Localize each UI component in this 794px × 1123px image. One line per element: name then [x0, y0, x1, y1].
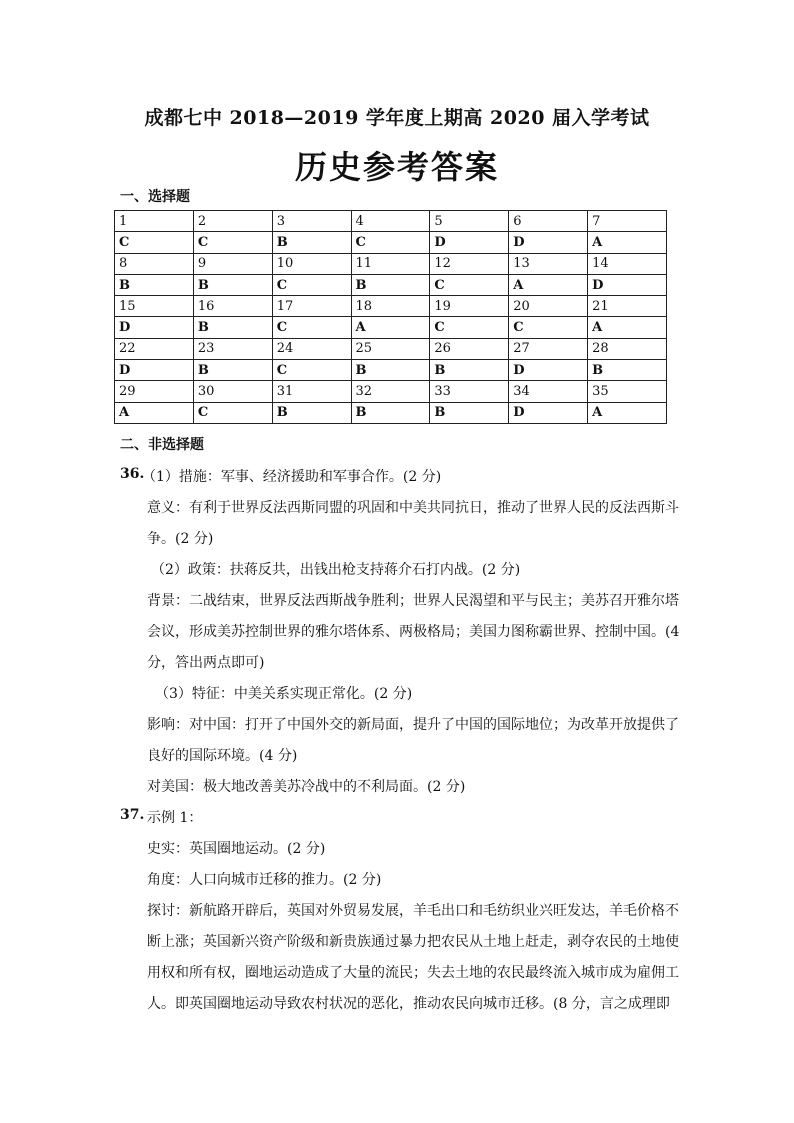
table-cell: 5: [430, 211, 509, 232]
table-cell: 30: [193, 381, 272, 402]
table-cell: D: [115, 360, 194, 381]
table-cell: C: [430, 317, 509, 338]
table-cell: 33: [430, 381, 509, 402]
answer-line: 探讨：新航路开辟后，英国对外贸易发展，羊毛出口和毛纺织业兴旺发达，羊毛价格不: [147, 903, 679, 919]
table-cell: 28: [588, 338, 667, 359]
table-cell: B: [351, 274, 430, 295]
table-cell: 26: [430, 338, 509, 359]
table-row-answers: [115, 274, 667, 295]
table-cell: A: [588, 402, 667, 423]
table-cell: 8: [115, 253, 194, 274]
table-cell: 19: [430, 296, 509, 317]
table-row-question-numbers: [115, 338, 667, 359]
table-cell: D: [509, 360, 588, 381]
table-row-answers: [115, 360, 667, 381]
table-cell: A: [509, 274, 588, 295]
table-cell: B: [588, 360, 667, 381]
table-cell: A: [115, 402, 194, 423]
table-cell: 6: [509, 211, 588, 232]
answer-key-table: [114, 210, 667, 424]
table-cell: 3: [272, 211, 351, 232]
answer-line: 示例 1：: [147, 810, 203, 826]
table-cell: 34: [509, 381, 588, 402]
table-cell: 31: [272, 381, 351, 402]
table-cell: B: [193, 317, 272, 338]
table-cell: 10: [272, 253, 351, 274]
table-cell: B: [430, 402, 509, 423]
table-row-answers: [115, 317, 667, 338]
table-cell: C: [272, 317, 351, 338]
table-cell: 13: [509, 253, 588, 274]
table-cell: 21: [588, 296, 667, 317]
answer-line: 对美国：极大地改善美苏冷战中的不利局面。(2 分): [147, 779, 466, 795]
table-cell: 35: [588, 381, 667, 402]
question-number-37: 37.: [120, 807, 145, 823]
table-cell: B: [272, 402, 351, 423]
table-row-answers: [115, 232, 667, 253]
table-cell: B: [193, 360, 272, 381]
table-cell: 12: [430, 253, 509, 274]
table-row-question-numbers: [115, 253, 667, 274]
table-cell: 23: [193, 338, 272, 359]
section-free-response-heading: 二、非选择题: [120, 437, 204, 453]
table-cell: A: [351, 317, 430, 338]
answer-line: 角度：人口向城市迁移的推力。(2 分): [147, 872, 382, 888]
answer-line: 意义：有利于世界反法西斯同盟的巩固和中美共同抗日，推动了世界人民的反法西斯斗: [147, 500, 679, 516]
table-cell: 9: [193, 253, 272, 274]
table-cell: C: [115, 232, 194, 253]
answer-line: 背景：二战结束，世界反法西斯战争胜利；世界人民渴望和平与民主；美苏召开雅尔塔: [147, 593, 679, 609]
table-cell: 22: [115, 338, 194, 359]
table-cell: D: [430, 232, 509, 253]
question-number-36: 36.: [120, 466, 145, 482]
table-cell: 4: [351, 211, 430, 232]
table-cell: 17: [272, 296, 351, 317]
table-cell: 27: [509, 338, 588, 359]
table-cell: B: [115, 274, 194, 295]
table-cell: 32: [351, 381, 430, 402]
answer-line: 争。(2 分): [147, 531, 214, 547]
table-cell: C: [193, 402, 272, 423]
table-cell: B: [351, 402, 430, 423]
table-cell: C: [193, 232, 272, 253]
table-cell: C: [430, 274, 509, 295]
table-cell: C: [272, 274, 351, 295]
answer-line: （2）政策：扶蒋反共，出钱出枪支持蒋介石打内战。(2 分): [151, 562, 521, 578]
section-multiple-choice-heading: 一、选择题: [120, 189, 190, 205]
answer-line: 影响：对中国：打开了中国外交的新局面，提升了中国的国际地位；为改革开放提供了: [147, 717, 679, 733]
table-cell: 15: [115, 296, 194, 317]
table-cell: 18: [351, 296, 430, 317]
table-cell: A: [588, 317, 667, 338]
table-cell: 29: [115, 381, 194, 402]
table-cell: B: [193, 274, 272, 295]
table-row-answers: [115, 402, 667, 423]
table-cell: B: [430, 360, 509, 381]
table-cell: 25: [351, 338, 430, 359]
table-row-question-numbers: [115, 296, 667, 317]
document-heading: 历史参考答案: [294, 148, 499, 186]
answer-line: 分，答出两点即可): [147, 655, 265, 671]
answer-line: （3）特征：中美关系实现正常化。(2 分): [155, 686, 413, 702]
table-cell: D: [509, 402, 588, 423]
table-cell: 7: [588, 211, 667, 232]
answer-line: 会议，形成美苏控制世界的雅尔塔体系、两极格局；美国力图称霸世界、控制中国。(4: [147, 624, 680, 640]
table-cell: D: [588, 274, 667, 295]
table-cell: A: [588, 232, 667, 253]
table-cell: C: [351, 232, 430, 253]
answer-line: 断上涨；英国新兴资产阶级和新贵族通过暴力把农民从土地上赶走，剥夺农民的土地使: [147, 934, 679, 950]
table-cell: 11: [351, 253, 430, 274]
table-cell: 24: [272, 338, 351, 359]
table-row-question-numbers: [115, 211, 667, 232]
table-cell: 16: [193, 296, 272, 317]
answer-line: 人。即英国圈地运动导致农村状况的恶化，推动农民向城市迁移。(8 分，言之成理即: [147, 996, 670, 1012]
table-cell: 1: [115, 211, 194, 232]
answer-line: 用权和所有权，圈地运动造成了大量的流民；失去土地的农民最终流入城市成为雇佣工: [147, 965, 679, 981]
table-cell: D: [115, 317, 194, 338]
table-cell: B: [351, 360, 430, 381]
table-cell: D: [509, 232, 588, 253]
table-cell: C: [509, 317, 588, 338]
answer-line: 史实：英国圈地运动。(2 分): [147, 841, 326, 857]
table-cell: 14: [588, 253, 667, 274]
table-cell: 20: [509, 296, 588, 317]
answer-line: 良好的国际环境。(4 分): [147, 748, 298, 764]
answer-line: （1）措施：军事、经济援助和军事合作。(2 分): [142, 469, 442, 485]
table-cell: B: [272, 232, 351, 253]
table-cell: C: [272, 360, 351, 381]
table-row-question-numbers: [115, 381, 667, 402]
table-cell: 2: [193, 211, 272, 232]
exam-title: 成都七中 2018—2019 学年度上期高 2020 届入学考试: [144, 107, 650, 129]
